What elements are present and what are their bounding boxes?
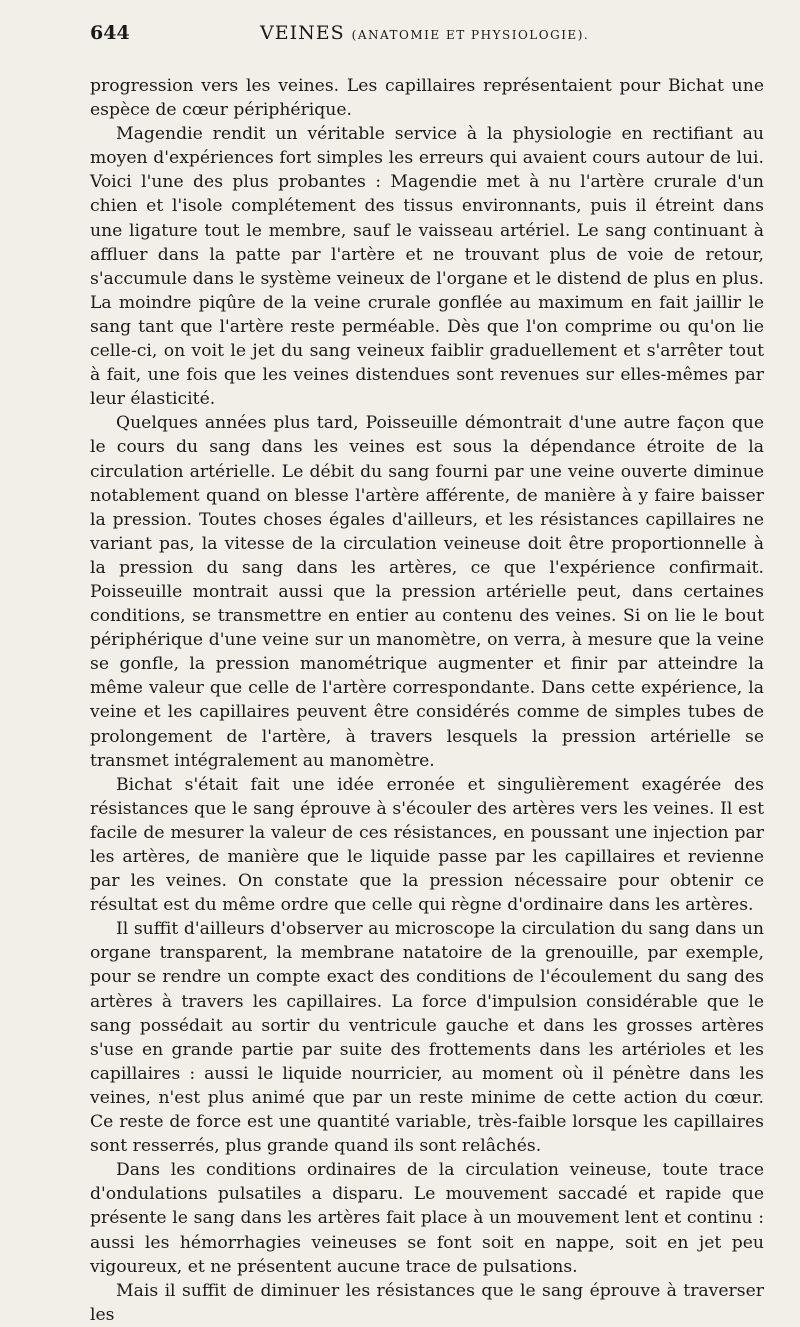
paragraph: Bichat s'était fait une idée erronée et singulièrement exagérée des résistances que le sang éprouve à s'écouler des artères vers les veines. Il est facile de mesurer la valeur de ces résistances, en poussant une injection par les artères, de manière que le liquide passe par les capillaires et revienne par les veines. On constate que la pression nécessaire pour obtenir ce résultat est du même ordre que celle qui règne d'ordinaire dans les artères. xyxy=(90,774,764,916)
paragraph: Magendie rendit un véritable service à la physiologie en rectifiant au moyen d'expériences fort simples les erreurs qui avaient cours autour de lui. Voici l'une des plus probantes : Magendie met à nu l'artère crurale d'un chien et l'isole complétement des tissus environnants, puis il étreint dans une ligature tout le membre, sauf le vaisseau artériel. Le sang continuant à affluer dans la patte par l'artère et ne trouvant plus de voie de retour, s'accumule dans le système veineux de l'organe et le distend de plus en plus. La moindre piqûre de la veine crurale gonflée au maximum en fait jaillir le sang tant que l'artère reste perméable. Dès que l'on comprime ou qu'on lie celle-ci, on voit le jet du sang veineux faiblir graduellement et s'arrêter tout à fait, une fois que les veines distendues sont revenues sur elles-mêmes par leur élasticité. xyxy=(90,124,764,410)
running-title: VEINES xyxy=(260,22,345,44)
running-subtitle: (ANATOMIE ET PHYSIOLOGIE). xyxy=(351,28,590,42)
paragraph: Dans les conditions ordinaires de la circulation veineuse, toute trace d'ondulations pulsatiles a disparu. Le mouvement saccadé et rapide que présente le sang dans les artères fait place à un mouvement lent et continu : aussi les hémorrhagies veineuses se font soit en nappe, soit en jet peu vigoureux, et ne présentent aucune trace de pulsations. xyxy=(90,1160,764,1277)
paragraph-truncated: Mais il suffit de diminuer les résistances que le sang éprouve à traverser les xyxy=(90,1280,764,1325)
paragraph: Il suffit d'ailleurs d'observer au microscope la circulation du sang dans un organe transparent, la membrane natatoire de la grenouille, par exemple, pour se rendre un compte exact des conditions de l'écoulement du sang des artères à travers les capillaires. La force d'impulsion considérable que le sang possédait au sortir du ventricule gauche et dans les grosses artères s'use en grande partie par suite des frottements dans les artérioles et les capillaires : aussi le liquide nourricier, au moment où il pénètre dans les veines, n'est plus animé que par un reste minime de cette action du cœur. Ce reste de force est une quantité variable, très-faible lorsque les capillaires sont resserrés, plus grande quand ils sont relâchés. xyxy=(90,919,764,1157)
running-header xyxy=(90,22,764,66)
paragraph: Quelques années plus tard, Poisseuille démontrait d'une autre façon que le cours du sang dans les veines est sous la dépendance étroite de la circulation artérielle. Le débit du sang fourni par une veine ouverte diminue notablement quand on blesse l'artère afférente, de manière à y faire baisser la pression. Toutes choses égales d'ailleurs, et les résistances capillaires ne variant pas, la vitesse de la circulation veineuse doit être proportionnelle à la pression du sang dans les artères, ce que l'expérience confirmait. Poisseuille montrait aussi que la pression artérielle peut, dans certaines conditions, se transmettre en entier au contenu des veines. Si on lie le bout périphérique d'une veine sur un manomètre, on verra, à mesure que la veine se gonfle, la pression manométrique augmenter et finir par atteindre la même valeur que celle de l'artère correspondante. Dans cette expérience, la veine et les capillaires peuvent être considérés comme de simples tubes de prolongement de l'artère, à travers lesquels la pression artérielle se transmet intégralement au manomètre. xyxy=(90,413,764,771)
running-title-group xyxy=(260,22,589,44)
paragraph-continued: progression vers les veines. Les capillaires représentaient pour Bichat une espèce de cœur périphérique. xyxy=(90,76,764,121)
page-number: 644 xyxy=(90,22,130,44)
body-text xyxy=(90,74,764,1327)
